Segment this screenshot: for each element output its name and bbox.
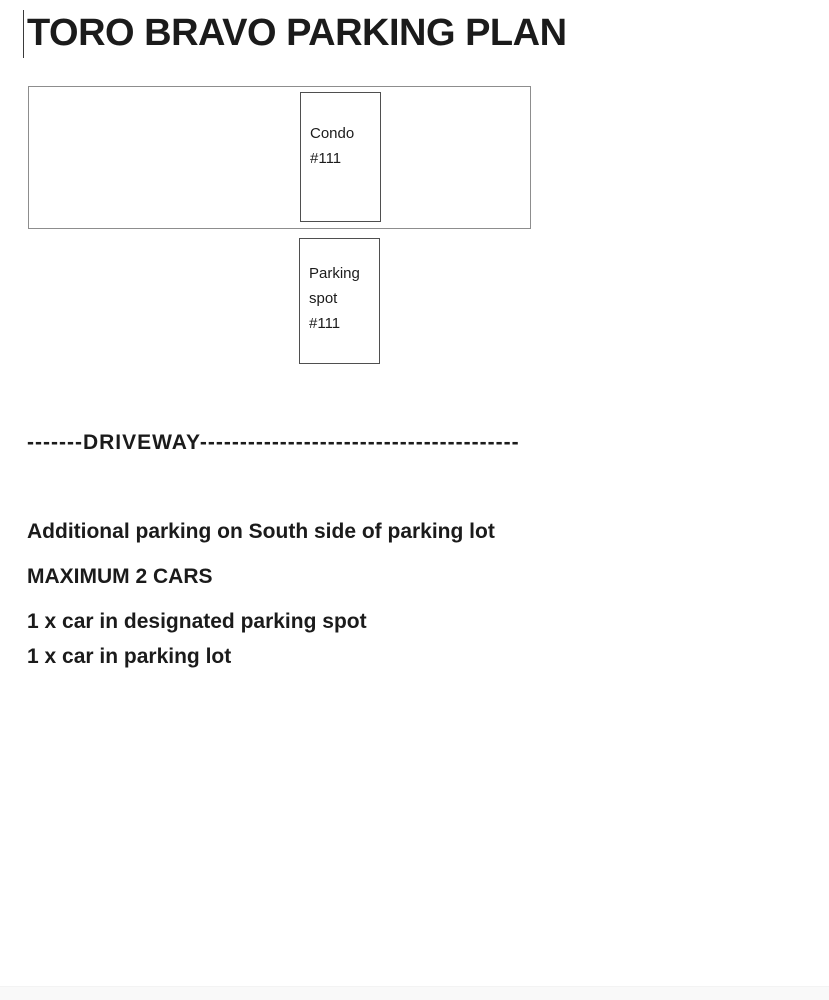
note-car-parking-lot: 1 x car in parking lot	[27, 645, 232, 668]
text-cursor	[23, 10, 24, 58]
condo-box-label-line2: #111	[310, 150, 342, 167]
note-car-designated-spot: 1 x car in designated parking spot	[27, 610, 367, 633]
parking-spot-label-line1: Parking	[309, 265, 360, 282]
parking-spot-label-line3: #111	[309, 315, 341, 332]
page-title: TORO BRAVO PARKING PLAN	[27, 12, 567, 54]
parking-lot-outline	[28, 86, 531, 229]
parking-spot-label-line2: spot	[309, 290, 338, 307]
condo-box-label-line1: Condo	[310, 125, 355, 142]
driveway-label: -------DRIVEWAY----------------------------------------	[27, 431, 520, 454]
note-additional-parking: Additional parking on South side of parking lot	[27, 520, 495, 543]
note-maximum-cars: MAXIMUM 2 CARS	[27, 565, 213, 588]
page-bottom-strip	[0, 986, 829, 1000]
parking-spot-box	[299, 238, 380, 364]
condo-box	[300, 92, 381, 222]
